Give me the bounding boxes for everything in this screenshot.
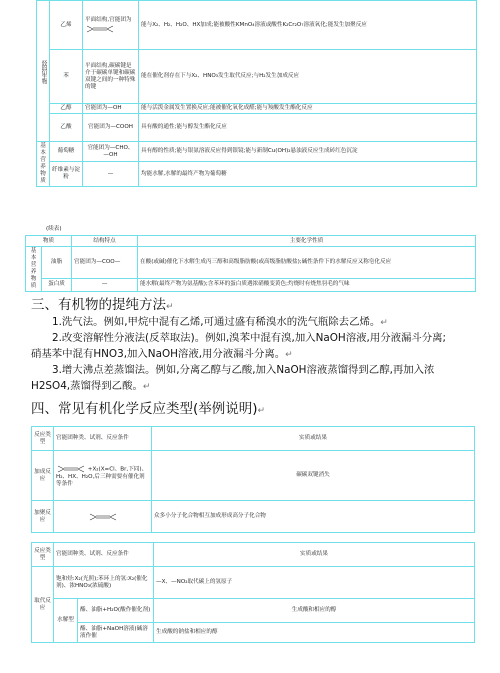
row-structure: —: [83, 162, 139, 187]
substitution-table: [31, 542, 475, 643]
row-type: 加成反应: [32, 451, 54, 501]
header-structure: 结构特点: [72, 236, 138, 247]
row-reagent: [54, 501, 152, 533]
row-name: 苯: [50, 50, 83, 104]
row-structure: 平面结构,碳碳键是介于碳碳单键和碳碳双键之间的一种特殊的键: [83, 50, 139, 104]
row-structure: 官能团为—COOH: [83, 114, 139, 142]
nutrition-group-label: 基本营养物质: [37, 142, 50, 187]
double-bond-structure-icon: [56, 464, 86, 474]
row-result: 碳碳双键消失: [152, 451, 475, 501]
section3-heading: 三、有机物的提纯方法↵: [31, 297, 174, 313]
row-name: 蛋白质: [42, 278, 72, 291]
header-reagent: 官能团种类、试剂、反应条件: [54, 543, 154, 567]
section3-item: H2SO4,蒸馏得到乙酸。↵: [31, 380, 151, 392]
row-result: 众多小分子化合物相互加成形成高分子化合物: [152, 501, 475, 533]
row-properties: 具有酸的通性;能与醇发生酯化反应: [139, 114, 477, 142]
double-bond-structure-icon: [85, 24, 115, 34]
row-structure: 官能团为—OH: [83, 104, 139, 114]
row-properties: 具有醇的性质;能与银氨溶液反应得到银镜;能与新制Cu(OH)₂悬浊液反应生成砖红色沉淀: [139, 142, 477, 162]
nutrition-group-label: 基本营养物质: [26, 247, 42, 292]
row-properties: 能水解(最终产物为氨基酸);含苯环的蛋白质遇浓硝酸变黄色;灼烧时有烧焦羽毛的气味: [138, 278, 476, 291]
derivatives-label: 烃的衍生物: [37, 1, 50, 142]
section3-item: 2.改变溶解性分液法(反萃取法)。例如,溴苯中混有溴,加入NaOH溶液,用分液漏斗分离;: [52, 332, 447, 344]
row-reagent: +X₂(X=Cl、Br,下同)、H₂、HX、H₂O,后三种需要有催化剂等条件: [54, 451, 152, 501]
continued-table: [25, 235, 476, 292]
row-structure: 官能团为—CHO、—OH: [83, 142, 139, 162]
row-name: 纤维素与淀粉: [50, 162, 83, 187]
double-bond-structure-icon: [88, 512, 118, 522]
properties-table: [36, 0, 477, 187]
row-name: 葡萄糖: [50, 142, 83, 162]
row-result: 生成酸的钠盐和相应的醇: [154, 623, 475, 643]
row-reagent: 酯、油脂+NaOH溶液(碱溶液作催: [78, 623, 154, 643]
row-reagent: 酯、油脂+H₂O(酸作催化剂): [78, 599, 154, 623]
header-result: 实质或结果: [152, 427, 475, 451]
continued-label: (续表): [46, 226, 62, 232]
header-type: 反应类型: [32, 427, 54, 451]
row-result: 生成酸和相应的醇: [154, 599, 475, 623]
row-properties: 在酸(或碱)催化下水解生成丙三醇和高级脂肪酸(或高级脂肪酸盐);碱性条件下的水解反应又称皂化反应: [138, 247, 476, 279]
row-name: 油脂: [42, 247, 72, 279]
row-properties: 均能水解,水解的最终产物为葡萄糖: [139, 162, 477, 187]
row-name: 乙酸: [50, 114, 83, 142]
row-structure: 官能团为—COO—: [72, 247, 138, 279]
row-name: 乙醇: [50, 104, 83, 114]
section4-heading: 四、常见有机化学反应类型(举例说明)↵: [31, 401, 266, 417]
header-reagent: 官能团种类、试剂、反应条件: [54, 427, 152, 451]
row-properties: 能与活泼金属发生置换反应;能被催化氧化成醛;能与羧酸发生酯化反应: [139, 104, 477, 114]
row-structure: —: [72, 278, 138, 291]
header-properties: 主要化学性质: [138, 236, 476, 247]
row-properties: 能在催化剂存在下与X₂、HNO₃发生取代反应;与H₂发生加成反应: [139, 50, 477, 104]
row-structure: 平面结构,官能团为: [83, 1, 139, 50]
row-type: 加聚反应: [32, 501, 54, 533]
row-result: —X、—NO₂取代碳上的氢原子: [154, 567, 475, 599]
row-properties: 能与X₂、H₂、H₂O、HX加成;能被酸性KMnO₄溶液或酸性K₂Cr₂O₇溶液氧化;能发生加聚反应: [139, 1, 477, 50]
row-name: 乙烯: [50, 1, 83, 50]
row-reagent: 饱和烃:X₂(光照);苯环上的氢:X₂(催化剂)、浓HNO₃(浓硫酸): [54, 567, 154, 599]
header-result: 实质或结果: [154, 543, 475, 567]
row-type: 取代反应: [32, 567, 54, 643]
section3-item: 3.增大沸点差蒸馏法。例如,分离乙醇与乙酸,加入NaOH溶液蒸馏得到乙醇,再加入浓: [52, 364, 435, 376]
section3-item: 硝基苯中混有HNO3,加入NaOH溶液,用分液漏斗分离。↵: [31, 348, 293, 360]
section3-item: 1.洗气法。例如,甲烷中混有乙烯,可通过盛有稀溴水的洗气瓶除去乙烯。↵: [52, 316, 388, 328]
header-type: 反应类型: [32, 543, 54, 567]
header-substance: 物质: [26, 236, 72, 247]
row-subtype: 水解型: [54, 599, 78, 643]
reaction-table: [31, 426, 475, 533]
